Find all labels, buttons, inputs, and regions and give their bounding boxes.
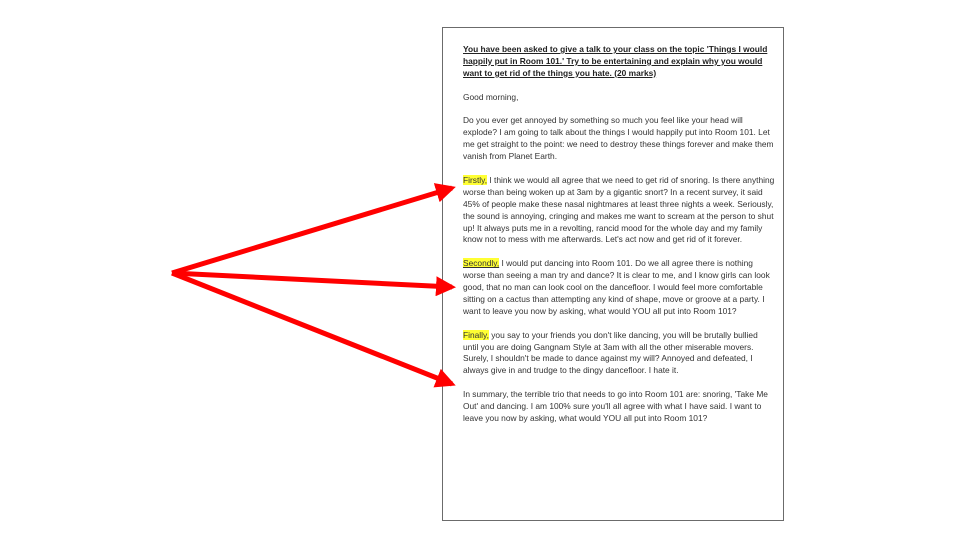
arrow-to-finally: [172, 273, 452, 384]
task-prompt: You have been asked to give a talk to your class on the topic 'Things I would happily put in Room 101.' Try to be entertaining and explain why you would want to get rid of the things you hate. (20 marks): [463, 44, 768, 78]
paragraph-finally: [463, 330, 775, 378]
document-body: [463, 44, 775, 425]
document-page: [442, 27, 784, 521]
connective-finally: Finally,: [463, 329, 489, 340]
connective-secondly: Secondly,: [463, 258, 500, 269]
paragraph-firstly: [463, 175, 775, 246]
arrow-to-firstly: [172, 188, 452, 273]
arrow-to-secondly: [172, 273, 452, 287]
paragraph-firstly-text: I think we would all agree that we need to get rid of snoring. Is there anything worse than being woken up at 3am by a gigantic snort? In a recent survey, it said 45% of people make these nasal nightmares at least three nights a week. Seriously, the sound is annoying, cringing and makes me want to scream at the person to shut up! It always puts me in a revolting, rancid mood for the whole day and my family know not to mess with me afterwards. Let's act now and get rid of it forever.: [463, 174, 775, 245]
paragraph-secondly: [463, 258, 775, 318]
greeting: Good morning,: [463, 91, 519, 102]
paragraph-finally-text: you say to your friends you don't like dancing, you will be brutally bullied until you are doing Gangnam Style at 3am with all the other miserable movers. Surely, I shouldn't be made to dance against my will? Annoyed and defeated, I always give in and trudge to the dingy dancefloor. I hate it.: [463, 329, 758, 376]
intro-paragraph: Do you ever get annoyed by something so much you feel like your head will explode? I am going to talk about the things I would happily put into Room 101. Let me get straight to the point: we need to destroy these things forever and make them vanish from Planet Earth.: [463, 115, 774, 162]
connective-firstly: Firstly,: [463, 174, 488, 185]
summary-paragraph: In summary, the terrible trio that needs to go into Room 101 are: snoring, 'Take Me Out' and dancing. I am 100% sure you'll all agree with what I have said. I want to leave you now by asking, what would YOU all put into Room 101?: [463, 389, 768, 423]
paragraph-secondly-text: I would put dancing into Room 101. Do we all agree there is nothing worse than seeing a man try and dance? It is clear to me, and I know girls can look good, that no man can look cool on the dancefloor. I would feel more comfortable sitting on a cactus than attempting any kind of shape, move or groove at a party. I want to leave you now by asking, what would YOU all put into Room 101?: [463, 258, 770, 316]
